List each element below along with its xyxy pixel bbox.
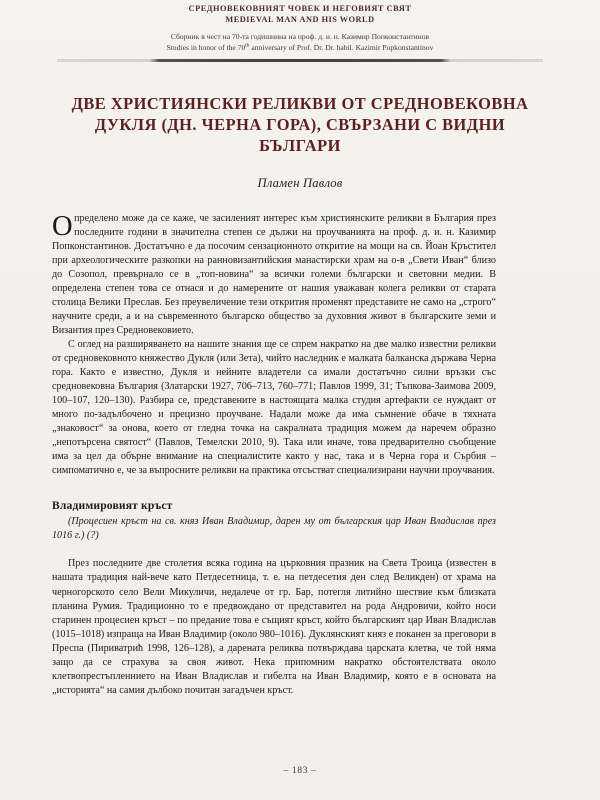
article-title-line-2: ДУКЛЯ (ДН. ЧЕРНА ГОРА), СВЪРЗАНИ С ВИДНИ xyxy=(94,114,506,134)
page-number: – 183 – xyxy=(283,765,317,776)
running-head-subtitle-en xyxy=(0,42,600,53)
running-head-title-en: MEDIEVAL MAN AND HIS WORLD xyxy=(225,15,375,25)
running-head-subtitle-en-after: anniversary of Prof. Dr. Dr. habil. Kazimir Popkonstantinov xyxy=(249,42,434,52)
article-body xyxy=(52,212,548,479)
paragraph-intro xyxy=(52,212,496,338)
article-title-line-3: БЪЛГАРИ xyxy=(259,136,341,156)
section-body xyxy=(52,557,548,697)
running-head-subtitle-en-before: Studies in honor of the 70 xyxy=(166,42,246,52)
paragraph-procession: През последните две столетия всяка година на църковния празник на Света Троица (известен в нашата традиция най-вече като Петдесетница, т. е. на петдесетия ден след Великден) от храма на черногорското село Вели Микуличи, недалече от гр. Бар, потегля литийно шествие към близката планина Румия. Традиционно то е предвождано от представител на рода Андровичи, който носи старинен процесиен кръст – по предание това е същият кръст, който българският цар Иван Владислав (1015–1018) изпраща на Иван Владимир (около 980–1016). Дуклянският княз е поканен за преговори в Преспа (Пириватрић 1998, 126–128), а дарената реликва потвърждава царската клетва, че той няма защо да се страхува за своя живот. Нека припомним накратко обстоятелствата около клетвопрестъпленнието на Иван Владислав и гибелта на Иван Владимир, която е в основата на „историята“ на самия дълбоко почитан загадъчен кръст. xyxy=(52,558,496,696)
running-head-subtitle-bg: Сборник в чест на 70-та годишнина на проф. д. и. н. Казимир Попконстантинов xyxy=(170,31,430,41)
drop-cap: О xyxy=(52,210,73,242)
article-title xyxy=(46,93,554,157)
header-divider-rule xyxy=(57,59,543,62)
article-author: Пламен Павлов xyxy=(257,175,343,190)
running-head xyxy=(0,0,600,53)
running-head-ordinal-suffix: th xyxy=(245,42,250,49)
paragraph-scope: С оглед на разширяването на нашите знания ще се спрем накратко на две малко известни реликви от средновековното княжество Дукля (или Зета), чийто наследник е малката балканска държава Черна гора. Както е известно, Дукля и нейните владетели са имали достатъчно силни връзки със средновековна България (Златарски 1927, 706–713, 760–771; Павлов 1999, 31; Тъпкова-Заимова 2009, 100–107, 120–130). Разбира се, представените в настоящата малка студия артефакти се нуждаят от много по-задълбочено и прецизно проучване. Надали може да има съмнение обаче в тяхната „знаковост“ за онова, което от гледна точка на сакралната традиция можем да наречем образно „непотърсена святост“ (Павлов, Темелски 2010, 9). Така или иначе, това предварително съобщение има за цел да обърне внимание на специалистите както у нас, така и в Черна гора и Сърбия – симпоматично е, че за въпросните реликви на практика отсъстват специализирани научни проучвания. xyxy=(52,338,496,477)
running-head-title-bg: СРЕДНОВЕКОВНИЯТ ЧОВЕК И НЕГОВИЯТ СВЯТ xyxy=(188,4,412,13)
section-heading-vladimir-cross: Владимировият кръст xyxy=(52,499,173,513)
section-subtitle: (Процесиен кръст на св. княз Иван Владимир, дарен му от българския цар Иван Владислав през 1016 г.) (?) xyxy=(52,516,496,542)
article-title-line-1: ДВЕ ХРИСТИЯНСКИ РЕЛИКВИ ОТ СРЕДНОВЕКОВНА xyxy=(71,93,529,113)
paragraph-intro-text: пределено може да се каже, че засиленият интерес към християнските реликви в България през последните години в значителна степен се дължи на проучванията на проф. д. и. н. Казимир Попконстантинов. Достатъчно е да посочим сензационното откритие на мощи на св. Йоан Кръстител при археологическите разкопки на ранновизантийския манастирски храм на о-в „Свети Иван“ близо до Созопол, превърнало се в „топ-новина“ за всички големи български и световни медии. В определена степен това се отнася и до намерените от нашия уважаван колега реликви от старата столица Велики Преслав. Без преувеличение тези открития променят представите не само на „строго“ научните среди, а и на съвременното българско общество за духовния живот в българските земи и Византия през Средновековието. xyxy=(52,212,496,336)
